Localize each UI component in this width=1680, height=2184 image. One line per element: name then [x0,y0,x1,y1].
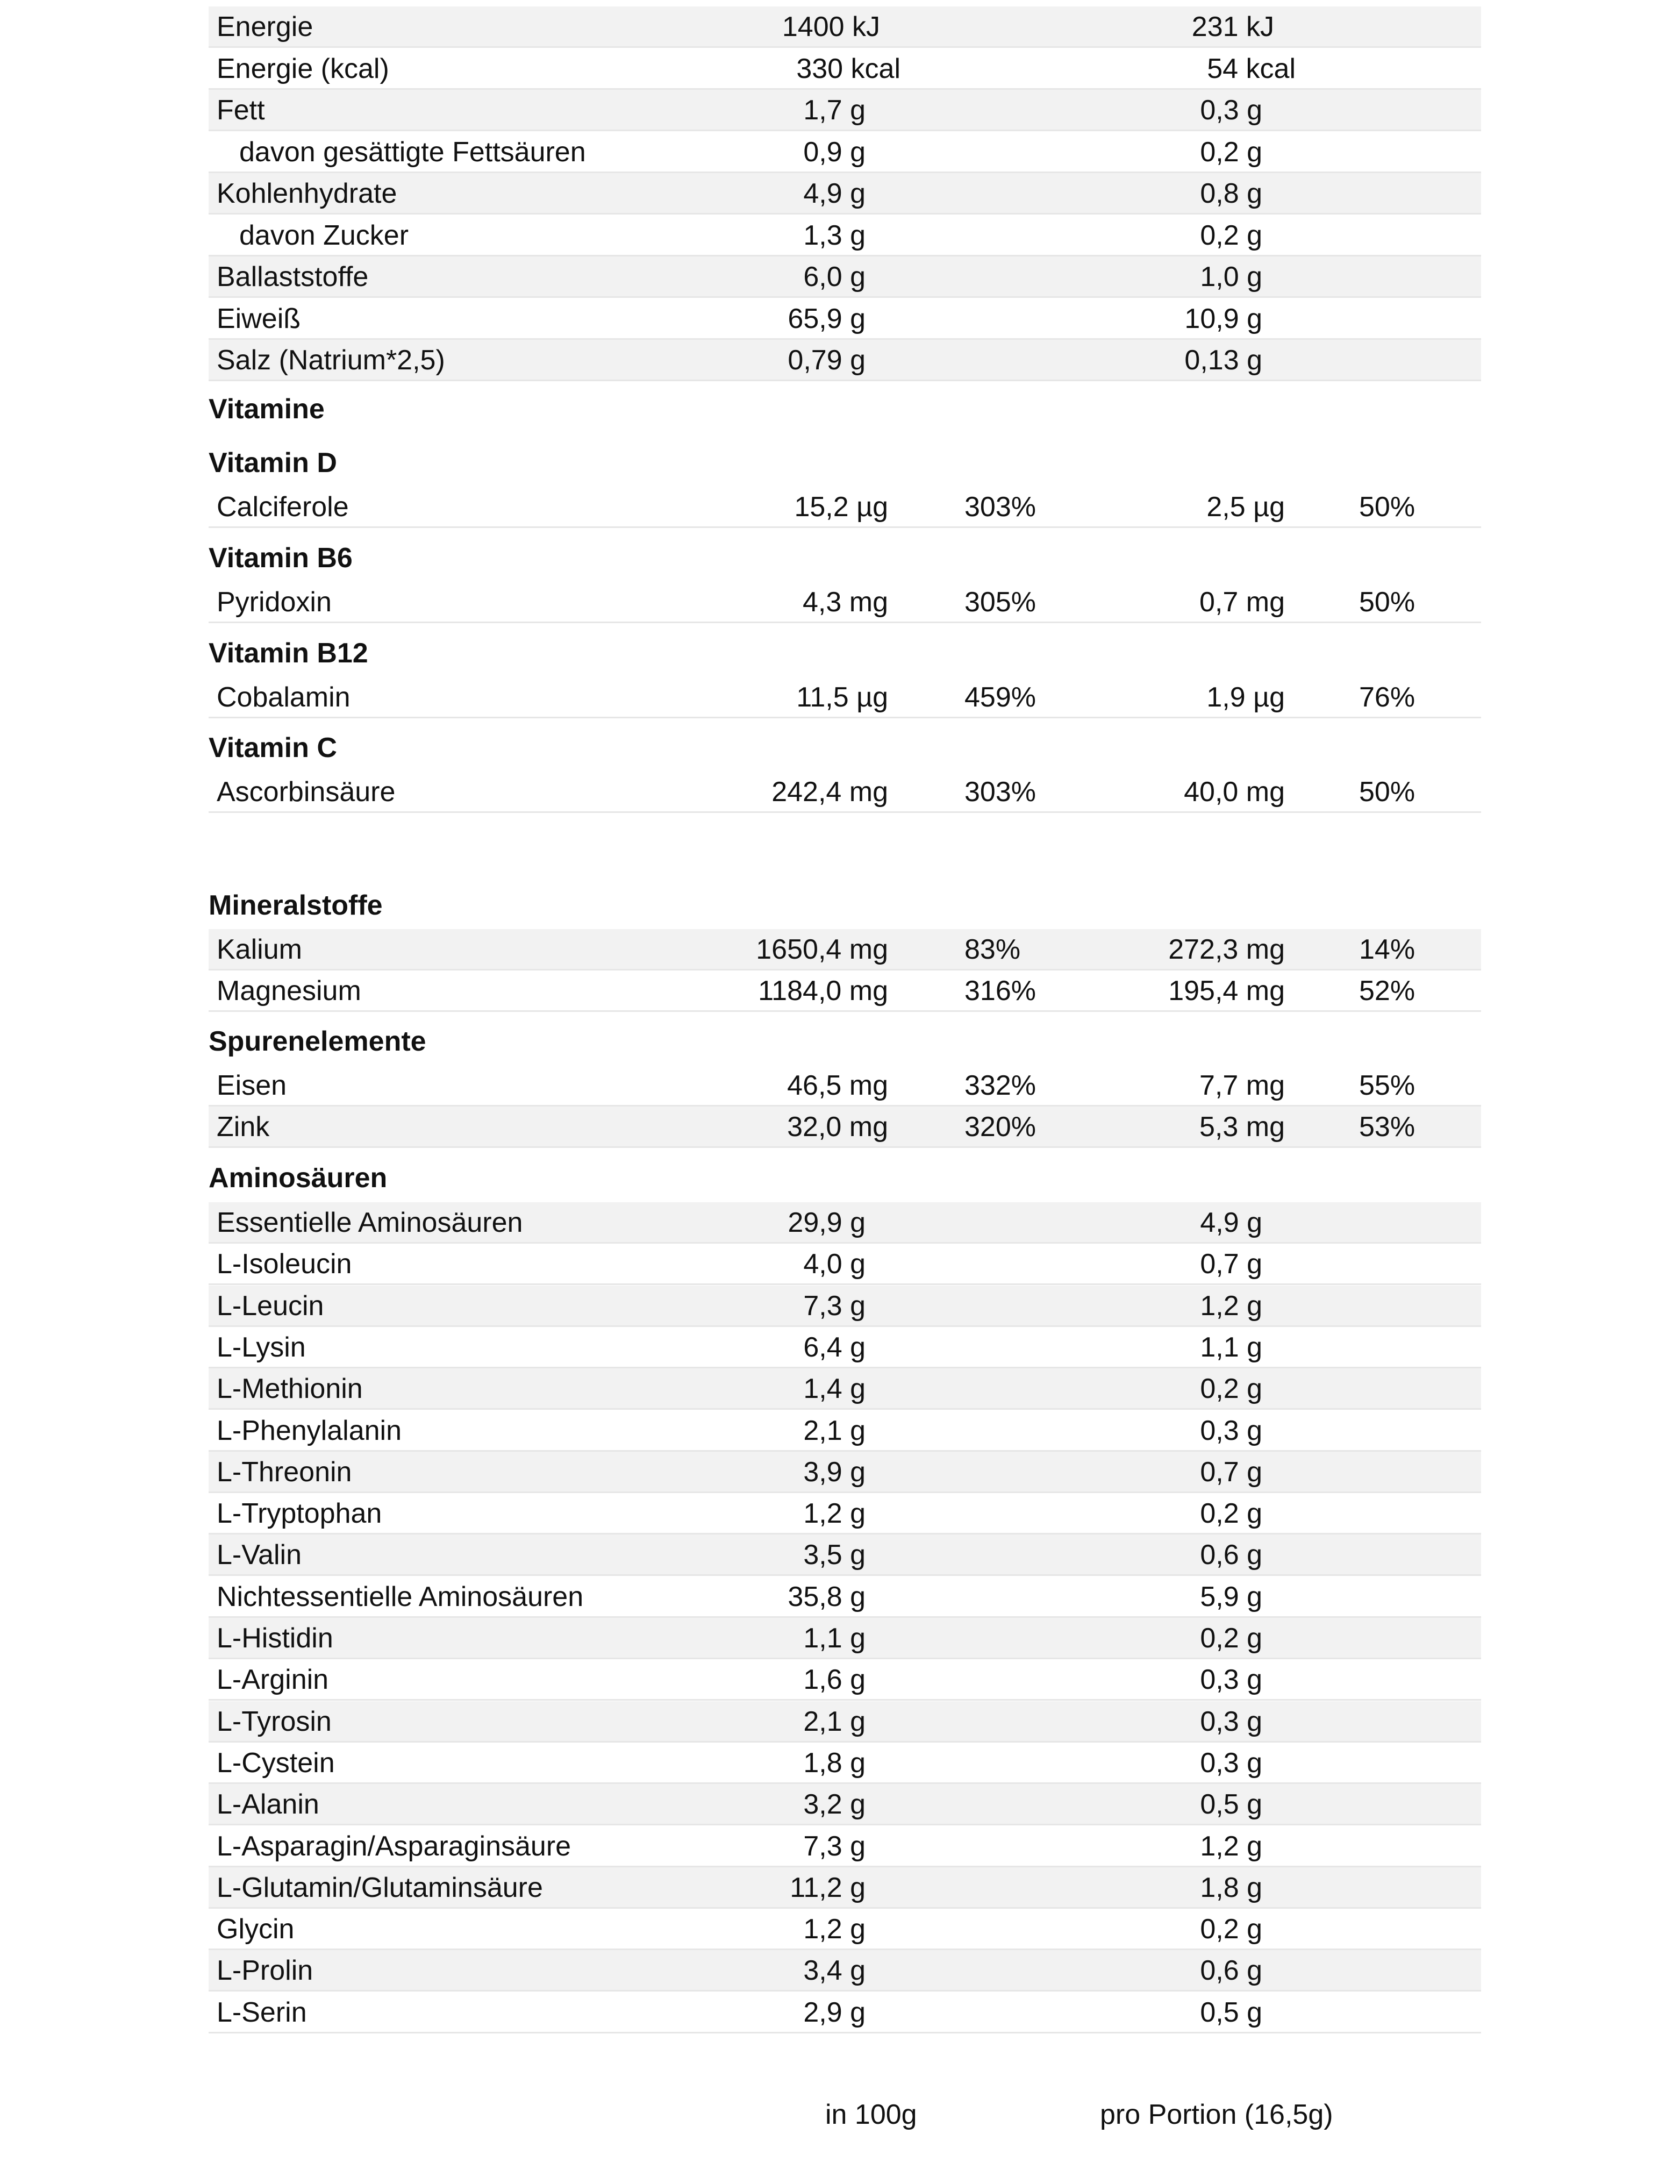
amino-12-value-portion: 0,3 g [1200,1706,1262,1737]
amino-8-row [209,1534,1481,1576]
amino-12-row [209,1701,1481,1743]
amino-8-label: L-Valin [217,1539,302,1571]
basics-3-value-100g: 0,9 g [803,137,866,168]
trace-0-percent-portion: 55% [1359,1070,1416,1101]
mineral-0-value-portion: 272,3 mg [1168,934,1285,965]
vitamin-2-row [209,677,1481,718]
basics-4-label: Kohlenhydrate [217,178,397,209]
basics-3-row [209,132,1481,173]
amino-1-row [209,1244,1481,1285]
amino-11-label: L-Arginin [217,1664,329,1695]
basics-7-row [209,298,1481,340]
subheading-vitamin-1: Vitamin B6 [209,543,353,574]
amino-12-label: L-Tyrosin [217,1706,332,1737]
amino-5-value-portion: 0,3 g [1200,1415,1262,1446]
basics-4-row [209,173,1481,215]
amino-15-label: L-Asparagin/Asparaginsäure [217,1831,571,1862]
amino-2-label: L-Leucin [217,1290,324,1322]
amino-13-value-portion: 0,3 g [1200,1747,1262,1779]
basics-6-row [209,256,1481,298]
mineral-1-row [209,970,1481,1012]
amino-15-value-100g: 7,3 g [803,1831,866,1862]
vitamin-0-percent-100g: 303% [964,491,1036,523]
amino-3-value-100g: 6,4 g [803,1332,866,1363]
basics-0-value-100g: 1400 kJ [782,11,880,42]
basics-2-row [209,90,1481,131]
amino-4-value-100g: 1,4 g [803,1373,866,1404]
column-label-in-100g: in 100g [825,2099,917,2130]
amino-5-value-100g: 2,1 g [803,1415,866,1446]
trace-1-value-100g: 32,0 mg [787,1111,888,1143]
basics-1-label: Energie (kcal) [217,53,389,84]
amino-0-label: Essentielle Aminosäuren [217,1207,523,1238]
amino-6-value-portion: 0,7 g [1200,1457,1262,1488]
amino-11-value-portion: 0,3 g [1200,1664,1262,1695]
vitamin-0-percent-portion: 50% [1359,491,1416,523]
amino-3-row [209,1327,1481,1368]
amino-6-value-100g: 3,9 g [803,1457,866,1488]
trace-1-row [209,1107,1481,1148]
vitamin-0-label: Calciferole [217,491,349,523]
basics-5-value-100g: 1,3 g [803,220,866,251]
amino-11-value-100g: 1,6 g [803,1664,866,1695]
vitamin-2-label: Cobalamin [217,682,351,713]
amino-8-value-portion: 0,6 g [1200,1539,1262,1571]
amino-4-label: L-Methionin [217,1373,363,1404]
amino-17-row [209,1909,1481,1950]
vitamin-2-percent-100g: 459% [964,682,1036,713]
amino-10-value-portion: 0,2 g [1200,1623,1262,1654]
basics-7-value-100g: 65,9 g [788,303,866,334]
trace-0-value-portion: 7,7 mg [1199,1070,1285,1101]
amino-14-label: L-Alanin [217,1789,319,1820]
mineral-1-value-portion: 195,4 mg [1168,975,1285,1007]
trace-0-label: Eisen [217,1070,287,1101]
amino-17-label: Glycin [217,1914,295,1945]
vitamin-3-percent-100g: 303% [964,776,1036,808]
amino-17-value-portion: 0,2 g [1200,1914,1262,1945]
basics-3-label: davon gesättigte Fettsäuren [239,137,586,168]
amino-2-value-100g: 7,3 g [803,1290,866,1322]
mineral-1-percent-100g: 316% [964,975,1036,1007]
basics-1-row [209,48,1481,90]
amino-9-value-100g: 35,8 g [788,1581,866,1612]
vitamin-1-row [209,582,1481,623]
basics-8-label: Salz (Natrium*2,5) [217,345,445,376]
basics-6-value-100g: 6,0 g [803,261,866,292]
vitamin-3-value-portion: 40,0 mg [1184,776,1285,808]
amino-16-value-100g: 11,2 g [790,1872,866,1903]
trace-0-value-100g: 46,5 mg [787,1070,888,1101]
trace-0-row [209,1065,1481,1107]
basics-2-value-100g: 1,7 g [803,95,866,126]
basics-0-row [209,6,1481,48]
amino-6-label: L-Threonin [217,1457,352,1488]
basics-4-value-100g: 4,9 g [803,178,866,209]
amino-13-label: L-Cystein [217,1747,335,1779]
vitamin-0-value-100g: 15,2 µg [794,491,888,523]
amino-19-value-portion: 0,5 g [1200,1997,1262,2028]
amino-13-value-100g: 1,8 g [803,1747,866,1779]
amino-15-row [209,1826,1481,1867]
trace-1-percent-portion: 53% [1359,1111,1416,1143]
vitamin-3-value-100g: 242,4 mg [771,776,888,808]
amino-0-row [209,1202,1481,1244]
amino-3-label: L-Lysin [217,1332,306,1363]
amino-9-label: Nichtessentielle Aminosäuren [217,1581,584,1612]
mineral-0-row [209,929,1481,970]
basics-6-label: Ballaststoffe [217,261,369,292]
vitamin-0-row [209,487,1481,528]
basics-8-value-100g: 0,79 g [788,345,866,376]
amino-10-label: L-Histidin [217,1623,333,1654]
amino-9-row [209,1576,1481,1618]
amino-10-value-100g: 1,1 g [803,1623,866,1654]
amino-7-row [209,1493,1481,1534]
amino-14-value-100g: 3,2 g [803,1789,866,1820]
vitamin-2-value-100g: 11,5 µg [796,682,888,713]
basics-0-value-portion: 231 kJ [1191,11,1274,42]
trace-0-percent-100g: 332% [964,1070,1036,1101]
amino-11-row [209,1659,1481,1701]
amino-18-value-portion: 0,6 g [1200,1955,1262,1986]
basics-4-value-portion: 0,8 g [1200,178,1262,209]
amino-8-value-100g: 3,5 g [803,1539,866,1571]
amino-19-label: L-Serin [217,1997,307,2028]
basics-3-value-portion: 0,2 g [1200,137,1262,168]
basics-8-value-portion: 0,13 g [1184,345,1262,376]
amino-4-row [209,1368,1481,1410]
amino-16-row [209,1867,1481,1909]
subheading-vitamin-0: Vitamin D [209,447,337,479]
amino-1-label: L-Isoleucin [217,1248,352,1280]
amino-5-label: L-Phenylalanin [217,1415,402,1446]
amino-15-value-portion: 1,2 g [1200,1831,1262,1862]
vitamin-3-row [209,772,1481,813]
trace-1-value-portion: 5,3 mg [1199,1111,1285,1143]
basics-6-value-portion: 1,0 g [1200,261,1262,292]
amino-6-row [209,1452,1481,1493]
mineral-0-label: Kalium [217,934,302,965]
section-heading-trace-elements: Spurenelemente [209,1026,426,1057]
amino-16-label: L-Glutamin/Glutaminsäure [217,1872,543,1903]
basics-1-value-portion: 54 kcal [1207,53,1296,84]
amino-5-row [209,1410,1481,1452]
mineral-1-value-100g: 1184,0 mg [758,975,888,1007]
amino-18-value-100g: 3,4 g [803,1955,866,1986]
amino-16-value-portion: 1,8 g [1200,1872,1262,1903]
subheading-vitamin-3: Vitamin C [209,732,337,763]
amino-1-value-100g: 4,0 g [803,1248,866,1280]
amino-19-value-100g: 2,9 g [803,1997,866,2028]
basics-2-value-portion: 0,3 g [1200,95,1262,126]
amino-0-value-100g: 29,9 g [788,1207,866,1238]
vitamin-1-label: Pyridoxin [217,587,332,618]
basics-7-value-portion: 10,9 g [1184,303,1262,334]
amino-18-row [209,1950,1481,1992]
vitamin-2-value-portion: 1,9 µg [1206,682,1285,713]
amino-19-row [209,1992,1481,2033]
amino-1-value-portion: 0,7 g [1200,1248,1262,1280]
vitamin-0-value-portion: 2,5 µg [1206,491,1285,523]
basics-2-label: Fett [217,95,265,126]
subheading-vitamin-2: Vitamin B12 [209,638,368,669]
amino-10-row [209,1618,1481,1659]
vitamin-1-percent-portion: 50% [1359,587,1416,618]
mineral-0-percent-100g: 83% [964,934,1021,965]
column-label-per-portion: pro Portion (16,5g) [1100,2099,1333,2130]
amino-4-value-portion: 0,2 g [1200,1373,1262,1404]
amino-13-row [209,1743,1481,1784]
basics-8-row [209,340,1481,381]
mineral-1-label: Magnesium [217,975,361,1007]
mineral-0-percent-portion: 14% [1359,934,1416,965]
trace-1-label: Zink [217,1111,270,1143]
amino-14-value-portion: 0,5 g [1200,1789,1262,1820]
basics-0-label: Energie [217,11,313,42]
amino-12-value-100g: 2,1 g [803,1706,866,1737]
amino-3-value-portion: 1,1 g [1200,1332,1262,1363]
basics-1-value-100g: 330 kcal [796,53,900,84]
amino-7-value-portion: 0,2 g [1200,1498,1262,1529]
amino-2-value-portion: 1,2 g [1200,1290,1262,1322]
vitamin-1-percent-100g: 305% [964,587,1036,618]
basics-7-label: Eiweiß [217,303,301,334]
section-heading-vitamins: Vitamine [209,394,325,425]
section-heading-amino-acids: Aminosäuren [209,1162,388,1194]
amino-14-row [209,1784,1481,1825]
mineral-0-value-100g: 1650,4 mg [756,934,888,965]
basics-5-label: davon Zucker [239,220,409,251]
amino-0-value-portion: 4,9 g [1200,1207,1262,1238]
amino-17-value-100g: 1,2 g [803,1914,866,1945]
mineral-1-percent-portion: 52% [1359,975,1416,1007]
basics-5-value-portion: 0,2 g [1200,220,1262,251]
amino-9-value-portion: 5,9 g [1200,1581,1262,1612]
vitamin-1-value-portion: 0,7 mg [1199,587,1285,618]
amino-2-row [209,1286,1481,1327]
vitamin-1-value-100g: 4,3 mg [803,587,888,618]
amino-18-label: L-Prolin [217,1955,313,1986]
section-heading-minerals: Mineralstoffe [209,890,383,921]
basics-5-row [209,215,1481,256]
vitamin-3-percent-portion: 50% [1359,776,1416,808]
vitamin-2-percent-portion: 76% [1359,682,1416,713]
vitamin-3-label: Ascorbinsäure [217,776,396,808]
amino-7-label: L-Tryptophan [217,1498,382,1529]
amino-7-value-100g: 1,2 g [803,1498,866,1529]
trace-1-percent-100g: 320% [964,1111,1036,1143]
